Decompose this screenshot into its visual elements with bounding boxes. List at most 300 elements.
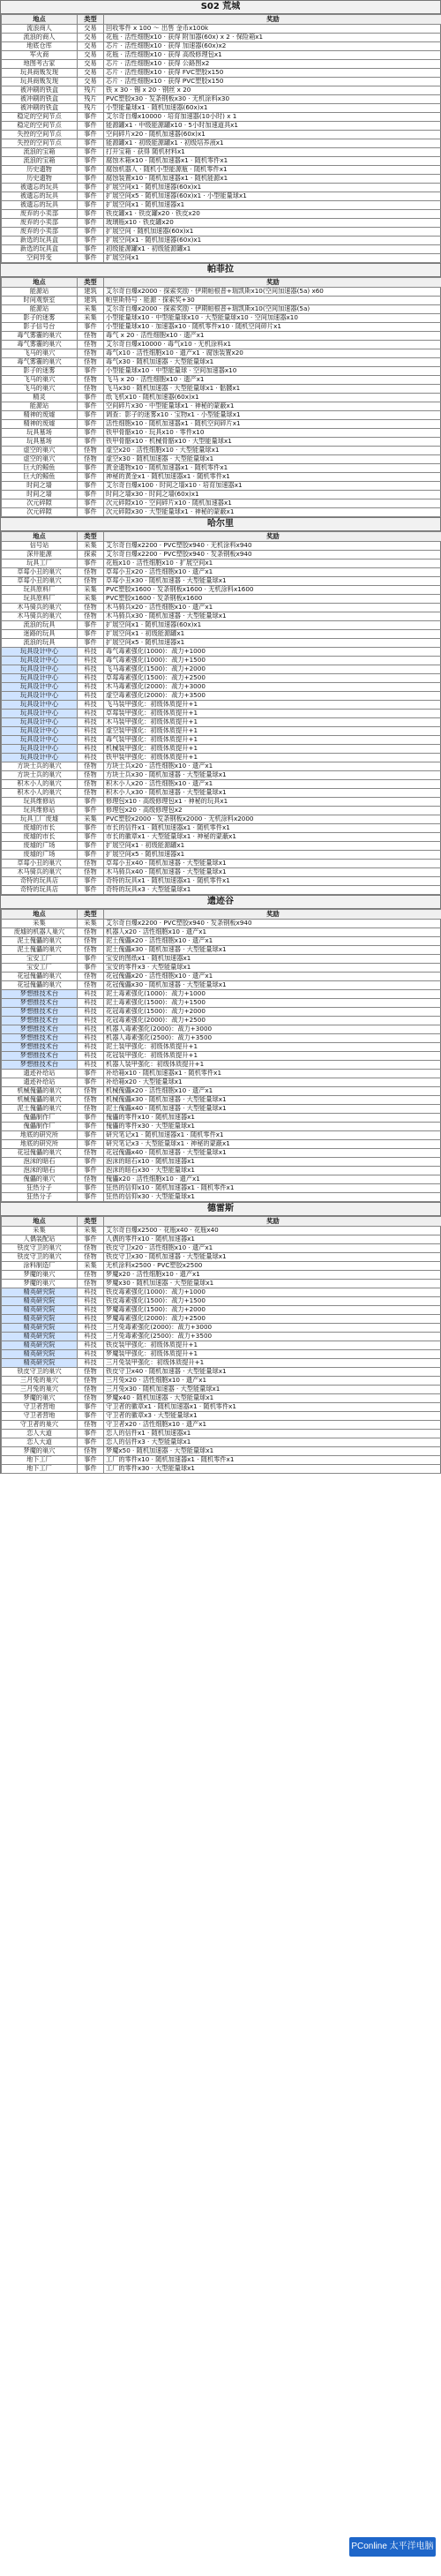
header-type: 类型 [78,910,104,920]
table-row [2,358,441,367]
location-cell: 梦想推技术台 [2,1008,78,1017]
header-location: 地点 [2,278,78,288]
reward-cell: 腐蚀机器人 · 随机小型能源瓶 · 随机零件x1 [104,166,441,175]
type-cell: 科技 [78,727,104,736]
type-cell: 交易 [78,42,104,51]
type-cell: 科技 [78,1359,104,1368]
reward-cell: 方块士兵x20 · 活性细胞x10 · 遗产x1 [104,762,441,771]
type-cell: 科技 [78,665,104,674]
reward-cell: 扩展空间x1 · 初级能源罐x1 [104,842,441,851]
table-row [2,1341,441,1350]
table-row [2,122,441,131]
type-cell: 事件 [78,964,104,973]
table-row [2,1306,441,1315]
section-title: 遗迹谷 [1,895,440,909]
type-cell: 事件 [78,1114,104,1123]
table-row [2,508,441,517]
location-cell: 稳定的空间节点 [2,122,78,131]
table-row [2,219,441,228]
type-cell: 事件 [78,219,104,228]
table-row [2,1368,441,1377]
reward-cell: 腐蚀木箱x10 · 随机加速器x1 · 随机零件x1 [104,157,441,166]
type-cell: 怪物 [78,568,104,577]
type-cell: 事件 [78,175,104,184]
location-cell: 木马骑兵的巢穴 [2,612,78,621]
type-cell: 事件 [78,323,104,332]
table-row [2,1456,441,1465]
reward-cell: 傀儡的零件x10 · 随机加速器x1 [104,1114,441,1123]
type-cell: 事件 [78,420,104,429]
location-cell: 时间之墙 [2,482,78,491]
type-cell: 残片 [78,95,104,104]
location-cell: 被冲刷的铁盒 [2,86,78,95]
location-cell: 积木小人的巢穴 [2,789,78,798]
reward-cell: 芯片 · 活性细胞x10 · 获得 FVC塑胶x150 [104,69,441,78]
header-type: 类型 [78,15,104,25]
table-row [2,1403,441,1412]
location-cell: 时间之墙 [2,491,78,499]
type-cell: 怪物 [78,762,104,771]
reward-cell: 草莓装甲强化：初级体质提升+1 [104,710,441,718]
type-cell: 怪物 [78,385,104,394]
table-row [2,148,441,157]
location-cell: 地底仓库 [2,42,78,51]
type-cell: 怪物 [78,376,104,385]
reward-cell: 纸飞机x10 · 随机加速器(60x)x1 [104,394,441,402]
reward-cell: 机器人毒素强化(2500)：战力+3500 [104,1034,441,1043]
type-cell: 采集 [78,586,104,595]
table-row [2,42,441,51]
location-cell: 梦魔的巢穴 [2,1394,78,1403]
table-row [2,754,441,762]
location-cell: 木马骑兵的巢穴 [2,604,78,612]
reward-cell: 艾尔奇自爆x2000 · 探索奖励 · 伊期帕根普+瑞凯斯x10(空间加速器(5a) [104,305,441,314]
type-cell: 怪物 [78,1368,104,1377]
type-cell: 科技 [78,1306,104,1315]
type-cell: 事件 [78,254,104,263]
reward-cell: 梦魔毒素强化(1500)：战力+2000 [104,1306,441,1315]
type-cell: 怪物 [78,1447,104,1456]
type-cell: 事件 [78,833,104,842]
type-cell: 怪物 [78,868,104,877]
type-cell: 怪物 [78,604,104,612]
table-row [2,745,441,754]
location-cell: 铁皮守卫的巢穴 [2,1368,78,1377]
type-cell: 怪物 [78,946,104,955]
table-row [2,1244,441,1253]
table-row [2,762,441,771]
type-cell: 怪物 [78,1175,104,1184]
type-cell: 事件 [78,886,104,895]
table-row [2,648,441,657]
location-cell: 傀儡制作厂 [2,1123,78,1131]
table-row [2,1262,441,1271]
location-cell: 梦想推技术台 [2,1025,78,1034]
table-row [2,429,441,438]
reward-cell: 工厂的零件x30 · 大型能量球x1 [104,1465,441,1474]
table-row [2,604,441,612]
header-location: 地点 [2,910,78,920]
table-row [2,455,441,464]
table-row [2,955,441,964]
reward-cell: PVC塑胶x1600 · 发条钢板x1600 [104,595,441,604]
reward-cell: 铁皮毒素强化(1000)：战力+1000 [104,1288,441,1297]
location-cell: 玩具商贩发现 [2,69,78,78]
location-cell: 梦想推技术台 [2,1052,78,1061]
location-cell: 玩具原料厂 [2,586,78,595]
type-cell: 怪物 [78,1244,104,1253]
location-cell: 精英研究院 [2,1341,78,1350]
type-cell: 事件 [78,367,104,376]
location-cell: 流浪的玩具 [2,639,78,648]
location-cell: 泥土傀儡的巢穴 [2,946,78,955]
type-cell: 事件 [78,482,104,491]
type-cell: 科技 [78,1025,104,1034]
type-cell: 科技 [78,1008,104,1017]
site-logo: PConline 太平洋电脑 [349,2537,436,2557]
type-cell: 事件 [78,139,104,148]
location-cell: 守卫者的巢穴 [2,1421,78,1430]
location-cell: 草莓小丑的巢穴 [2,577,78,586]
type-cell: 科技 [78,674,104,683]
table-row [2,1025,441,1034]
location-cell: 时间观察室 [2,297,78,305]
location-cell: 空间异变 [2,254,78,263]
location-cell: 傀儡制作厂 [2,1114,78,1123]
table-row [2,1149,441,1158]
type-cell: 怪物 [78,780,104,789]
table-row [2,736,441,745]
type-cell: 怪物 [78,1421,104,1430]
location-cell: 采集 [2,920,78,928]
type-cell: 事件 [78,1184,104,1193]
type-cell: 建筑 [78,297,104,305]
reward-cell: 木马装甲强化：初级体质提升+1 [104,718,441,727]
type-cell: 交易 [78,78,104,86]
reward-cell: 铁皮守卫x30 · 随机加速器 · 大型能量球x1 [104,1253,441,1262]
location-cell: 三月兔的巢穴 [2,1377,78,1386]
table-row [2,367,441,376]
reward-cell: 毒气装甲强化：初级体质提升+1 [104,736,441,745]
table-row [2,674,441,683]
type-cell: 事件 [78,560,104,568]
table-row [2,323,441,332]
type-cell: 科技 [78,701,104,710]
table-row [2,34,441,42]
reward-cell: 艾尔奇自爆x2200 · PVC塑胶x940 · 发条钢板x940 [104,551,441,560]
table-row [2,1350,441,1359]
type-cell: 事件 [78,1167,104,1175]
location-cell: 能源站 [2,402,78,411]
location-cell: 玩具原料厂 [2,595,78,604]
table-row [2,51,441,60]
type-cell: 事件 [78,491,104,499]
location-cell: 玩具墓场 [2,429,78,438]
header-reward: 奖励 [104,278,441,288]
reward-cell: 修理包x20 · 高级修理包x2 [104,807,441,815]
location-cell: 玩具设计中心 [2,718,78,727]
table-row [2,139,441,148]
table-row [2,447,441,455]
table-row [2,1333,441,1341]
type-cell: 科技 [78,1043,104,1052]
location-cell: 泡沫的暗石 [2,1158,78,1167]
location-cell: 影子信号台 [2,323,78,332]
table-row [2,560,441,568]
table-row [2,621,441,630]
reward-cell: 梦魔x40 · 随机加速器 · 大型能量球x1 [104,1394,441,1403]
reward-cell: 小型能量球x10 · 中型能量球 · 空间加速器x10 [104,367,441,376]
section [0,263,441,517]
type-cell: 怪物 [78,349,104,358]
reward-cell: 泥土傀儡x40 · 随机加速器 · 大型能量球x1 [104,1105,441,1114]
location-cell: 历史遗物 [2,166,78,175]
reward-cell: 人偶的零件x10 · 随机加速器x1 [104,1235,441,1244]
location-cell: 被遗忘的玩具 [2,184,78,192]
location-cell: 泥土傀儡的巢穴 [2,1105,78,1114]
type-cell: 采集 [78,815,104,824]
table-row [2,131,441,139]
reward-cell: 铁 x 30 · 锡 x 20 · 钢丝 x 20 [104,86,441,95]
reward-cell: 活性细胞x10 · 随机加速器x1 · 随机空间碎片x1 [104,420,441,429]
table-row [2,981,441,990]
header-location: 地点 [2,532,78,542]
type-cell: 怪物 [78,577,104,586]
reward-cell: 艾尔奇自爆x10000 · 培育加速器(10小时) x 1 [104,113,441,122]
type-cell: 科技 [78,1288,104,1297]
header-reward: 奖励 [104,1217,441,1227]
table-row [2,1271,441,1280]
table-row [2,228,441,237]
table-row [2,166,441,175]
header-location: 地点 [2,1217,78,1227]
location-cell: 铁皮守卫的巢穴 [2,1244,78,1253]
reward-cell: 初级能源罐x1 · 初级能源罐x1 [104,245,441,254]
header-reward: 奖励 [104,910,441,920]
type-cell: 采集 [78,314,104,323]
type-cell: 采集 [78,920,104,928]
reward-cell: 扩展空间 · 随机加速器(60x)x1 [104,228,441,237]
table-row [2,1447,441,1456]
location-cell: 精英研究院 [2,1350,78,1359]
table-row [2,1288,441,1297]
table-row [2,349,441,358]
reward-cell: 小型能量球x10 · 中型能量球x10 · 大型能量球x10 · 空间加速器x10 [104,314,441,323]
type-cell: 怪物 [78,341,104,349]
reward-cell: 补给箱x20 · 大型能量球x1 [104,1078,441,1087]
reward-cell: 空间碎片x30 · 中型能量球x1 · 神秘的蒙蔽x1 [104,402,441,411]
type-cell: 怪物 [78,981,104,990]
table-row [2,1235,441,1244]
table-row [2,499,441,508]
location-cell: 巨大的鲸鱼 [2,473,78,482]
reward-cell: 无机涂料x2500 · PVC塑胶x2500 [104,1262,441,1271]
type-cell: 残片 [78,86,104,95]
reward-cell: 花冠傀儡x40 · 随机加速器 · 大型能量球x1 [104,1149,441,1158]
type-cell: 科技 [78,1350,104,1359]
reward-cell: 花冠毒素强化(2000)：战力+2500 [104,1017,441,1025]
table-row [2,683,441,692]
location-cell: 玩具工厂废墟 [2,815,78,824]
reward-cell: 花冠傀儡x20 · 活性细胞x10 · 遗产x1 [104,973,441,981]
location-cell: 狂热分子 [2,1193,78,1202]
type-cell: 残片 [78,104,104,113]
reward-cell: 梦魔x50 · 随机加速器 · 大型能量球x1 [104,1447,441,1456]
table-row [2,1078,441,1087]
location-cell: 新选的玩具盒 [2,237,78,245]
location-cell: 梦想推技术台 [2,1043,78,1052]
location-cell: 梦想推技术台 [2,1017,78,1025]
location-cell: 新选的玩具盒 [2,245,78,254]
reward-cell: 宝安的零件x3 · 大型能量球x1 [104,964,441,973]
reward-cell: 飞马装甲强化：初级体质提升+1 [104,701,441,710]
location-cell: 花冠傀儡的巢穴 [2,973,78,981]
table-row [2,1017,441,1025]
location-cell: 涂料制造厂 [2,1262,78,1271]
type-cell: 科技 [78,657,104,665]
type-cell: 怪物 [78,1386,104,1394]
type-cell: 探索 [78,551,104,560]
type-cell: 建筑 [78,288,104,297]
table-row [2,937,441,946]
table-row [2,833,441,842]
reward-cell: 能源罐x1 · 中级能源罐x10 · 5小时加速道具x1 [104,122,441,131]
section-title: 帕菲拉 [1,263,440,277]
type-cell: 事件 [78,877,104,886]
type-cell: 事件 [78,1158,104,1167]
reward-cell: 毒气x10 · 活性细胞x10 · 遗产x1 · 腐蚀装置x20 [104,349,441,358]
type-cell: 怪物 [78,1149,104,1158]
reward-cell: 艾尔奇自爆x2000 · 探索奖励 · 伊期帕根普+瑞凯斯x10(空间加速器(5a) x60 [104,288,441,297]
location-cell: 采集 [2,1227,78,1235]
reward-cell: 虚空x20 · 活性细胞x10 · 大型能量球x1 [104,447,441,455]
table-row [2,237,441,245]
type-cell: 事件 [78,131,104,139]
table-row [2,639,441,648]
reward-cell: 守卫者x20 · 活性细胞x10 · 遗产x1 [104,1421,441,1430]
reward-cell: PVC塑胶x1600 · 发条钢板x1600 · 无机涂料x1600 [104,586,441,595]
table-row [2,727,441,736]
reward-cell: 扩展空间x1 [104,254,441,263]
table-row [2,595,441,604]
section-title: 哈尔里 [1,517,440,531]
header-type: 类型 [78,1217,104,1227]
location-cell: 精英研究院 [2,1315,78,1324]
location-cell: 废墟的市长 [2,833,78,842]
location-cell: 精英研究院 [2,1288,78,1297]
reward-cell: 泥土傀儡x20 · 活性细胞x10 · 遗产x1 [104,937,441,946]
location-cell: 狂热分子 [2,1184,78,1193]
location-cell: 玩具设计中心 [2,674,78,683]
reward-cell: 毒气 x 20 · 活性细胞x10 · 遗产x1 [104,332,441,341]
table-row [2,78,441,86]
location-cell: 被遗忘的玩具 [2,192,78,201]
location-cell: 玩具设计中心 [2,683,78,692]
reward-cell: 毒气毒素强化(1000)：战力+1500 [104,657,441,665]
reward-cell: 机械傀儡x20 · 活性细胞x10 · 遗产x1 [104,1087,441,1096]
location-cell: 玩具设计中心 [2,710,78,718]
table-row [2,104,441,113]
table-row [2,254,441,263]
type-cell: 事件 [78,851,104,860]
location-cell: 流浪商人 [2,25,78,34]
rewards-table [1,909,441,1202]
location-cell: 玩具商贩发现 [2,78,78,86]
table-row [2,184,441,192]
table-row [2,86,441,95]
table-row [2,1184,441,1193]
table-row [2,210,441,219]
table-row [2,842,441,851]
table-row [2,1315,441,1324]
type-cell: 事件 [78,639,104,648]
type-cell: 怪物 [78,1271,104,1280]
reward-cell: 扩展空间x5 · 随机加速器(60x)x1 · 小型能量球x1 [104,192,441,201]
reward-cell: 玻璃瓶x10 · 铁皮罐x20 [104,219,441,228]
section [0,0,441,263]
reward-cell: 黄金遗物x10 · 随机加速器x1 · 随机零件x1 [104,464,441,473]
type-cell: 事件 [78,955,104,964]
table-row [2,868,441,877]
type-cell: 事件 [78,807,104,815]
location-cell: 三月兔的巢穴 [2,1386,78,1394]
reward-cell: PVC塑胶x30 · 发条钢板x30 · 无机涂料x30 [104,95,441,104]
reward-cell: 铁甲装甲强化：初级体质提升+1 [104,754,441,762]
type-cell: 事件 [78,166,104,175]
reward-cell: 时间之墙x30 · 时间之墙(60x)x1 [104,491,441,499]
rewards-table [1,14,441,263]
table-row [2,665,441,674]
type-cell: 科技 [78,1341,104,1350]
location-cell: 泥土傀儡的巢穴 [2,937,78,946]
table-row [2,482,441,491]
reward-cell: 机器人装甲强化：初级体质提升+1 [104,1061,441,1070]
type-cell: 交易 [78,34,104,42]
type-cell: 交易 [78,51,104,60]
location-cell: 玩具设计中心 [2,665,78,674]
type-cell: 科技 [78,1061,104,1070]
location-cell: 恋人大道 [2,1430,78,1438]
reward-cell: 木马毒素强化(2000)：战力+3000 [104,683,441,692]
reward-cell: 泡沫的暗石x30 · 大型能量球x1 [104,1167,441,1175]
reward-cell: 补给箱x10 · 随机加速器x1 · 随机零件x1 [104,1070,441,1078]
location-cell: 精灵 [2,394,78,402]
table-row [2,1359,441,1368]
reward-cell: 三月兔x30 · 随机加速器 · 大型能量球x1 [104,1386,441,1394]
location-cell: 玩具设计中心 [2,745,78,754]
reward-cell: 飞马毒素强化(1500)：战力+2000 [104,665,441,674]
location-cell: 草莓小丑的巢穴 [2,568,78,577]
rewards-table [1,1216,441,1474]
location-cell: 地下工厂 [2,1465,78,1474]
table-row [2,886,441,895]
location-cell: 玩具维修站 [2,798,78,807]
table-row [2,376,441,385]
reward-cell: 恋人的信件x1 · 随机加速器x1 [104,1430,441,1438]
reward-cell: 空间碎片x20 · 随机加速器(60x)x1 [104,131,441,139]
location-cell: 稳定的空间节点 [2,113,78,122]
table-row [2,297,441,305]
header-reward: 奖励 [104,15,441,25]
location-cell: 信号站 [2,542,78,551]
location-cell: 失控的空间节点 [2,139,78,148]
reward-cell: 木马骑兵x30 · 随机加速器 · 大型能量球x1 [104,612,441,621]
type-cell: 怪物 [78,973,104,981]
type-cell: 事件 [78,1131,104,1140]
reward-cell: 回收零件 x 100 ～ 出售 金币x100k [104,25,441,34]
reward-cell: 三月兔装甲强化：初级体质提升+1 [104,1359,441,1368]
type-cell: 交易 [78,69,104,78]
